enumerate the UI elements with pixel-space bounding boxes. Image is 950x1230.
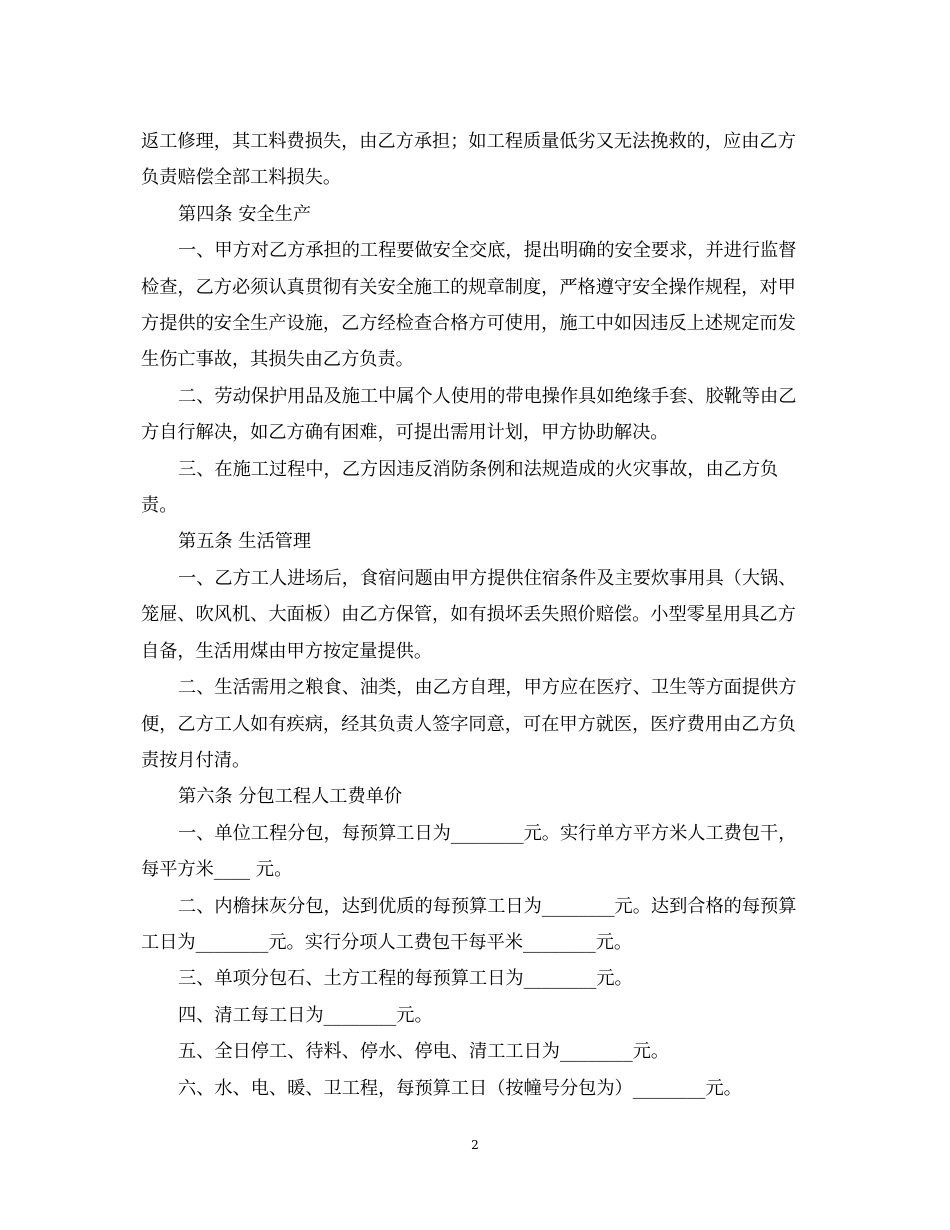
article-6-clause-1: 一、单位工程分包，每预算工日为________元。实行单方平方米人工费包干，每平方米____ 元。 xyxy=(141,822,797,881)
article-4-clause-1: 一、甲方对乙方承担的工程要做安全交底，提出明确的安全要求，并进行监督检查，乙方必须认真贯彻有关安全施工的规章制度，严格遵守安全操作规程，对甲方提供的安全生产设施，乙方经检查合格方可使用，施工中如因违反上述规定而发生伤亡事故，其损失由乙方负责。 xyxy=(141,240,797,371)
article-6-clause-2: 二、内檐抹灰分包，达到优质的每预算工日为________元。达到合格的每预算工日为________元。实行分项人工费包干每平米________元。 xyxy=(141,895,797,953)
page-number: 2 xyxy=(471,1138,479,1152)
article-6-heading: 第六条 分包工程人工费单价 xyxy=(178,786,403,808)
article-6-clause-5: 五、全日停工、待料、停水、停电、清工工日为________元。 xyxy=(178,1041,670,1063)
article-6-clause-6: 六、水、电、暖、卫工程，每预算工日（按幢号分包为）________元。 xyxy=(178,1077,742,1099)
article-6-clause-3: 三、单项分包石、土方工程的每预算工日为________元。 xyxy=(178,968,633,990)
article-5-clause-1: 一、乙方工人进场后，食宿问题由甲方提供住宿条件及主要炊事用具（大锅、笼屉、吹风机、大面板）由乙方保管，如有损坏丢失照价赔偿。小型零星用具乙方自备，生活用煤由甲方按定量提供。 xyxy=(141,567,797,662)
article-5-heading: 第五条 生活管理 xyxy=(178,531,312,553)
article-4-clause-3: 三、在施工过程中，乙方因违反消防条例和法规造成的火灾事故，由乙方负责。 xyxy=(141,458,779,517)
paragraph-continuation: 返工修理，其工料费损失，由乙方承担；如工程质量低劣又无法挽救的，应由乙方负责赔偿全部工料损失。 xyxy=(141,131,796,189)
body-text xyxy=(141,124,811,1107)
article-4-clause-2: 二、劳动保护用品及施工中属个人使用的带电操作具如绝缘手套、胶靴等由乙方自行解决，如乙方确有困难，可提出需用计划，甲方协助解决。 xyxy=(141,385,797,444)
article-6-clause-4: 四、清工每工日为________元。 xyxy=(178,1004,433,1026)
article-5-clause-2: 二、生活需用之粮食、油类，由乙方自理，甲方应在医疗、卫生等方面提供方便，乙方工人如有疾病，经其负责人签字同意，可在甲方就医，医疗费用由乙方负责按月付清。 xyxy=(141,677,797,771)
article-4-heading: 第四条 安全生产 xyxy=(178,203,312,225)
